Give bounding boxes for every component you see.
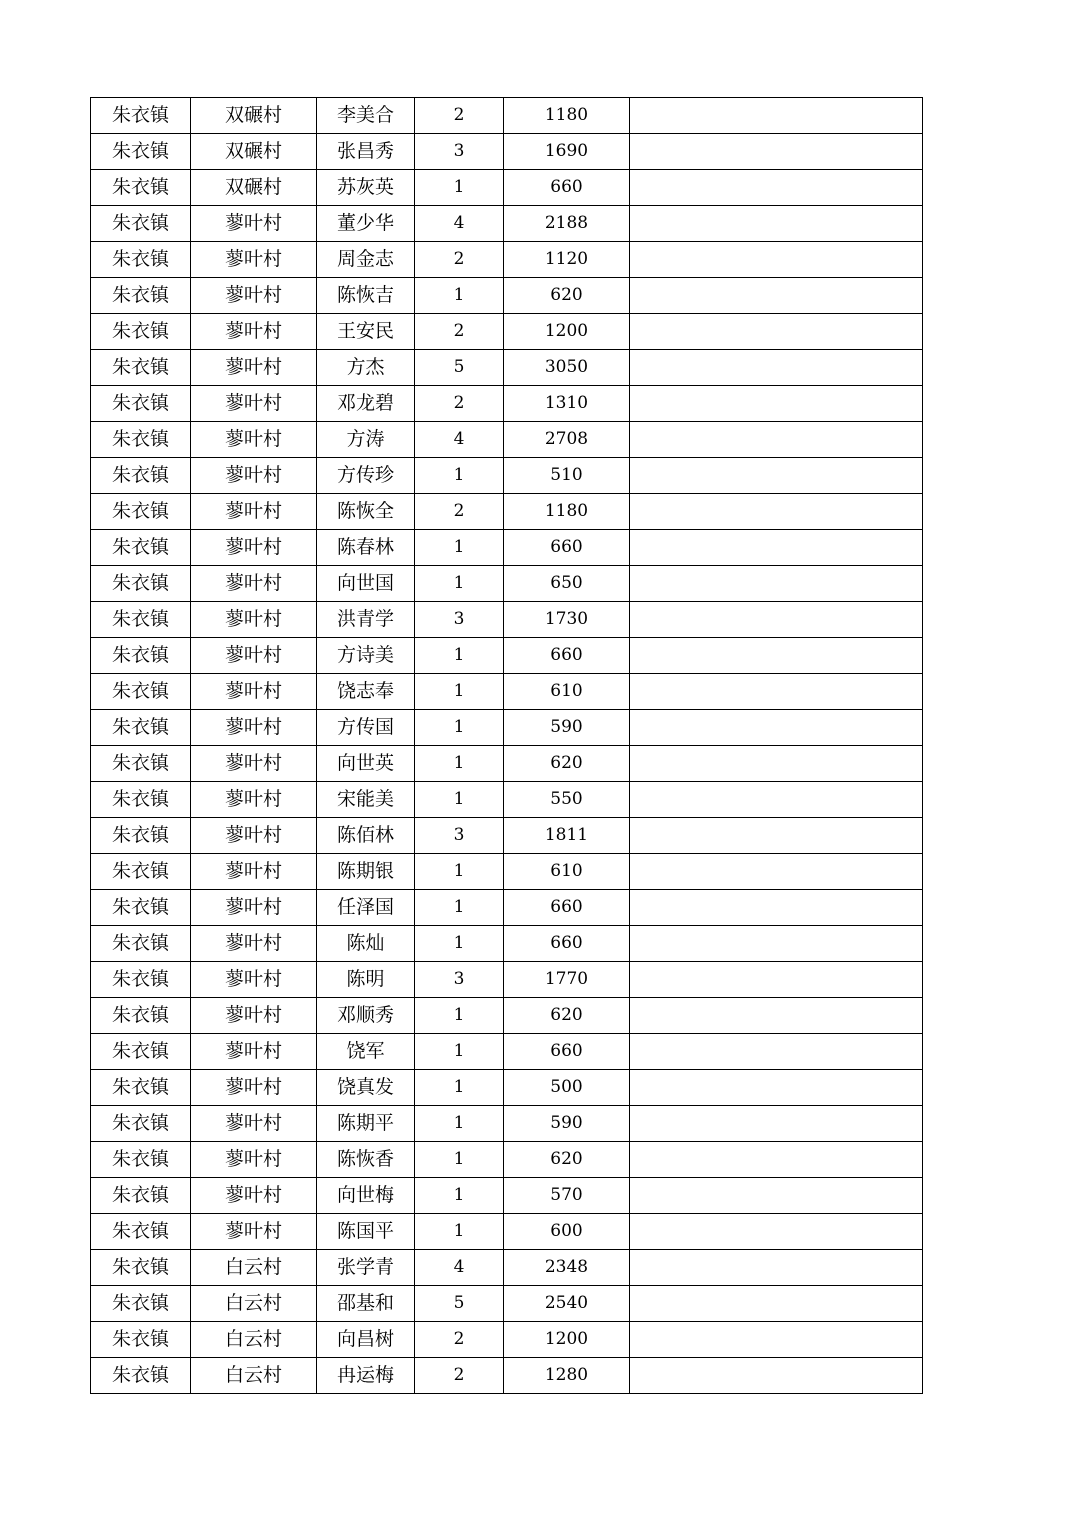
table-row (91, 602, 923, 638)
name-cell: 宋能美 (317, 782, 415, 818)
town-cell: 朱衣镇 (91, 1358, 191, 1394)
note-cell (630, 278, 923, 314)
village-cell: 蓼叶村 (191, 1214, 317, 1250)
table-row (91, 962, 923, 998)
town-cell: 朱衣镇 (91, 1142, 191, 1178)
name-cell: 向世国 (317, 566, 415, 602)
town-cell: 朱衣镇 (91, 998, 191, 1034)
note-cell (630, 494, 923, 530)
table-row (91, 134, 923, 170)
note-cell (630, 1034, 923, 1070)
village-cell: 蓼叶村 (191, 782, 317, 818)
count-cell: 1 (415, 170, 504, 206)
village-cell: 蓼叶村 (191, 566, 317, 602)
note-cell (630, 674, 923, 710)
village-cell: 白云村 (191, 1322, 317, 1358)
note-cell (630, 314, 923, 350)
amount-cell: 1180 (504, 494, 630, 530)
amount-cell: 590 (504, 1106, 630, 1142)
count-cell: 3 (415, 962, 504, 998)
name-cell: 饶真发 (317, 1070, 415, 1106)
table-row (91, 1358, 923, 1394)
amount-cell: 1180 (504, 98, 630, 134)
town-cell: 朱衣镇 (91, 602, 191, 638)
amount-cell: 1690 (504, 134, 630, 170)
town-cell: 朱衣镇 (91, 1322, 191, 1358)
village-cell: 蓼叶村 (191, 602, 317, 638)
table-row (91, 1070, 923, 1106)
town-cell: 朱衣镇 (91, 458, 191, 494)
amount-cell: 660 (504, 530, 630, 566)
note-cell (630, 566, 923, 602)
amount-cell: 500 (504, 1070, 630, 1106)
amount-cell: 610 (504, 854, 630, 890)
note-cell (630, 1070, 923, 1106)
village-cell: 蓼叶村 (191, 206, 317, 242)
amount-cell: 660 (504, 170, 630, 206)
name-cell: 陈春林 (317, 530, 415, 566)
count-cell: 2 (415, 1322, 504, 1358)
town-cell: 朱衣镇 (91, 1214, 191, 1250)
note-cell (630, 98, 923, 134)
count-cell: 1 (415, 674, 504, 710)
amount-cell: 2540 (504, 1286, 630, 1322)
count-cell: 1 (415, 926, 504, 962)
table-row (91, 746, 923, 782)
note-cell (630, 1322, 923, 1358)
amount-cell: 620 (504, 278, 630, 314)
table-row (91, 386, 923, 422)
amount-cell: 1200 (504, 314, 630, 350)
amount-cell: 2348 (504, 1250, 630, 1286)
note-cell (630, 638, 923, 674)
name-cell: 向世梅 (317, 1178, 415, 1214)
amount-cell: 1770 (504, 962, 630, 998)
note-cell (630, 530, 923, 566)
amount-cell: 610 (504, 674, 630, 710)
count-cell: 3 (415, 818, 504, 854)
name-cell: 陈恢全 (317, 494, 415, 530)
count-cell: 1 (415, 1070, 504, 1106)
name-cell: 张学青 (317, 1250, 415, 1286)
name-cell: 方传珍 (317, 458, 415, 494)
count-cell: 1 (415, 1142, 504, 1178)
table-row (91, 1250, 923, 1286)
count-cell: 1 (415, 458, 504, 494)
town-cell: 朱衣镇 (91, 1178, 191, 1214)
name-cell: 方杰 (317, 350, 415, 386)
table-row (91, 530, 923, 566)
count-cell: 1 (415, 566, 504, 602)
table-row (91, 170, 923, 206)
count-cell: 3 (415, 602, 504, 638)
note-cell (630, 1286, 923, 1322)
table-row (91, 638, 923, 674)
table-row (91, 890, 923, 926)
village-cell: 蓼叶村 (191, 1070, 317, 1106)
table-row (91, 674, 923, 710)
village-cell: 蓼叶村 (191, 746, 317, 782)
village-cell: 蓼叶村 (191, 818, 317, 854)
note-cell (630, 818, 923, 854)
village-cell: 蓼叶村 (191, 890, 317, 926)
village-cell: 双碾村 (191, 98, 317, 134)
table-row (91, 1178, 923, 1214)
name-cell: 向世英 (317, 746, 415, 782)
count-cell: 2 (415, 314, 504, 350)
village-cell: 蓼叶村 (191, 854, 317, 890)
town-cell: 朱衣镇 (91, 170, 191, 206)
table-row (91, 422, 923, 458)
amount-cell: 1310 (504, 386, 630, 422)
table-row (91, 1142, 923, 1178)
town-cell: 朱衣镇 (91, 494, 191, 530)
amount-cell: 650 (504, 566, 630, 602)
note-cell (630, 962, 923, 998)
count-cell: 2 (415, 1358, 504, 1394)
note-cell (630, 206, 923, 242)
name-cell: 邓龙碧 (317, 386, 415, 422)
note-cell (630, 350, 923, 386)
note-cell (630, 710, 923, 746)
name-cell: 陈灿 (317, 926, 415, 962)
table-row (91, 1106, 923, 1142)
name-cell: 邓顺秀 (317, 998, 415, 1034)
town-cell: 朱衣镇 (91, 278, 191, 314)
amount-cell: 2708 (504, 422, 630, 458)
name-cell: 饶军 (317, 1034, 415, 1070)
name-cell: 陈期银 (317, 854, 415, 890)
amount-cell: 570 (504, 1178, 630, 1214)
town-cell: 朱衣镇 (91, 242, 191, 278)
village-cell: 白云村 (191, 1358, 317, 1394)
table-row (91, 998, 923, 1034)
count-cell: 1 (415, 782, 504, 818)
table-row (91, 242, 923, 278)
amount-cell: 620 (504, 1142, 630, 1178)
name-cell: 冉运梅 (317, 1358, 415, 1394)
table-row (91, 458, 923, 494)
town-cell: 朱衣镇 (91, 926, 191, 962)
count-cell: 1 (415, 1106, 504, 1142)
table-row (91, 1034, 923, 1070)
table-row (91, 206, 923, 242)
note-cell (630, 890, 923, 926)
village-cell: 蓼叶村 (191, 1142, 317, 1178)
name-cell: 陈明 (317, 962, 415, 998)
village-cell: 蓼叶村 (191, 314, 317, 350)
name-cell: 任泽国 (317, 890, 415, 926)
amount-cell: 1811 (504, 818, 630, 854)
count-cell: 1 (415, 998, 504, 1034)
village-cell: 蓼叶村 (191, 674, 317, 710)
count-cell: 1 (415, 710, 504, 746)
village-cell: 蓼叶村 (191, 458, 317, 494)
town-cell: 朱衣镇 (91, 530, 191, 566)
village-cell: 白云村 (191, 1286, 317, 1322)
amount-cell: 550 (504, 782, 630, 818)
table-row (91, 782, 923, 818)
count-cell: 2 (415, 386, 504, 422)
town-cell: 朱衣镇 (91, 98, 191, 134)
count-cell: 1 (415, 854, 504, 890)
note-cell (630, 1178, 923, 1214)
amount-cell: 3050 (504, 350, 630, 386)
count-cell: 4 (415, 1250, 504, 1286)
count-cell: 4 (415, 206, 504, 242)
amount-cell: 600 (504, 1214, 630, 1250)
village-cell: 双碾村 (191, 170, 317, 206)
village-cell: 蓼叶村 (191, 386, 317, 422)
amount-cell: 660 (504, 926, 630, 962)
count-cell: 1 (415, 890, 504, 926)
town-cell: 朱衣镇 (91, 746, 191, 782)
count-cell: 1 (415, 1034, 504, 1070)
village-cell: 蓼叶村 (191, 1178, 317, 1214)
town-cell: 朱衣镇 (91, 674, 191, 710)
name-cell: 陈恢吉 (317, 278, 415, 314)
count-cell: 1 (415, 1214, 504, 1250)
village-cell: 蓼叶村 (191, 638, 317, 674)
count-cell: 1 (415, 638, 504, 674)
village-cell: 白云村 (191, 1250, 317, 1286)
name-cell: 苏灰英 (317, 170, 415, 206)
table-row (91, 494, 923, 530)
town-cell: 朱衣镇 (91, 1106, 191, 1142)
table-row (91, 854, 923, 890)
name-cell: 周金志 (317, 242, 415, 278)
town-cell: 朱衣镇 (91, 1250, 191, 1286)
amount-cell: 660 (504, 1034, 630, 1070)
note-cell (630, 1106, 923, 1142)
village-cell: 蓼叶村 (191, 530, 317, 566)
count-cell: 1 (415, 746, 504, 782)
count-cell: 5 (415, 350, 504, 386)
note-cell (630, 782, 923, 818)
town-cell: 朱衣镇 (91, 134, 191, 170)
data-table (90, 97, 923, 1394)
table-row (91, 1286, 923, 1322)
town-cell: 朱衣镇 (91, 350, 191, 386)
note-cell (630, 422, 923, 458)
count-cell: 1 (415, 1178, 504, 1214)
village-cell: 蓼叶村 (191, 926, 317, 962)
town-cell: 朱衣镇 (91, 638, 191, 674)
village-cell: 蓼叶村 (191, 962, 317, 998)
town-cell: 朱衣镇 (91, 818, 191, 854)
note-cell (630, 602, 923, 638)
amount-cell: 620 (504, 746, 630, 782)
town-cell: 朱衣镇 (91, 710, 191, 746)
amount-cell: 660 (504, 890, 630, 926)
table-row (91, 710, 923, 746)
name-cell: 方涛 (317, 422, 415, 458)
name-cell: 董少华 (317, 206, 415, 242)
note-cell (630, 386, 923, 422)
note-cell (630, 1214, 923, 1250)
note-cell (630, 242, 923, 278)
name-cell: 王安民 (317, 314, 415, 350)
table-row (91, 98, 923, 134)
table-row (91, 566, 923, 602)
village-cell: 蓼叶村 (191, 998, 317, 1034)
name-cell: 方诗美 (317, 638, 415, 674)
note-cell (630, 134, 923, 170)
name-cell: 张昌秀 (317, 134, 415, 170)
village-cell: 蓼叶村 (191, 278, 317, 314)
table-row (91, 278, 923, 314)
village-cell: 蓼叶村 (191, 1106, 317, 1142)
town-cell: 朱衣镇 (91, 314, 191, 350)
name-cell: 饶志奉 (317, 674, 415, 710)
name-cell: 方传国 (317, 710, 415, 746)
count-cell: 4 (415, 422, 504, 458)
amount-cell: 2188 (504, 206, 630, 242)
amount-cell: 510 (504, 458, 630, 494)
amount-cell: 1280 (504, 1358, 630, 1394)
note-cell (630, 1250, 923, 1286)
name-cell: 陈国平 (317, 1214, 415, 1250)
note-cell (630, 1142, 923, 1178)
count-cell: 2 (415, 98, 504, 134)
amount-cell: 1730 (504, 602, 630, 638)
count-cell: 1 (415, 530, 504, 566)
table-row (91, 818, 923, 854)
note-cell (630, 170, 923, 206)
town-cell: 朱衣镇 (91, 206, 191, 242)
table-row (91, 926, 923, 962)
table-row (91, 1214, 923, 1250)
village-cell: 蓼叶村 (191, 1034, 317, 1070)
note-cell (630, 746, 923, 782)
village-cell: 蓼叶村 (191, 710, 317, 746)
count-cell: 3 (415, 134, 504, 170)
note-cell (630, 926, 923, 962)
village-cell: 蓼叶村 (191, 494, 317, 530)
amount-cell: 1120 (504, 242, 630, 278)
count-cell: 2 (415, 494, 504, 530)
count-cell: 2 (415, 242, 504, 278)
table-row (91, 1322, 923, 1358)
village-cell: 蓼叶村 (191, 242, 317, 278)
amount-cell: 590 (504, 710, 630, 746)
name-cell: 陈佰林 (317, 818, 415, 854)
village-cell: 蓼叶村 (191, 350, 317, 386)
table-row (91, 350, 923, 386)
name-cell: 邵基和 (317, 1286, 415, 1322)
town-cell: 朱衣镇 (91, 782, 191, 818)
note-cell (630, 458, 923, 494)
name-cell: 洪青学 (317, 602, 415, 638)
town-cell: 朱衣镇 (91, 1286, 191, 1322)
note-cell (630, 998, 923, 1034)
town-cell: 朱衣镇 (91, 566, 191, 602)
count-cell: 1 (415, 278, 504, 314)
amount-cell: 660 (504, 638, 630, 674)
town-cell: 朱衣镇 (91, 422, 191, 458)
note-cell (630, 854, 923, 890)
name-cell: 陈期平 (317, 1106, 415, 1142)
amount-cell: 1200 (504, 1322, 630, 1358)
name-cell: 向昌树 (317, 1322, 415, 1358)
note-cell (630, 1358, 923, 1394)
count-cell: 5 (415, 1286, 504, 1322)
table-row (91, 314, 923, 350)
table-body (91, 98, 923, 1394)
town-cell: 朱衣镇 (91, 962, 191, 998)
town-cell: 朱衣镇 (91, 890, 191, 926)
town-cell: 朱衣镇 (91, 854, 191, 890)
name-cell: 陈恢香 (317, 1142, 415, 1178)
data-table-container (90, 97, 923, 1394)
town-cell: 朱衣镇 (91, 386, 191, 422)
village-cell: 蓼叶村 (191, 422, 317, 458)
amount-cell: 620 (504, 998, 630, 1034)
town-cell: 朱衣镇 (91, 1034, 191, 1070)
name-cell: 李美合 (317, 98, 415, 134)
town-cell: 朱衣镇 (91, 1070, 191, 1106)
village-cell: 双碾村 (191, 134, 317, 170)
